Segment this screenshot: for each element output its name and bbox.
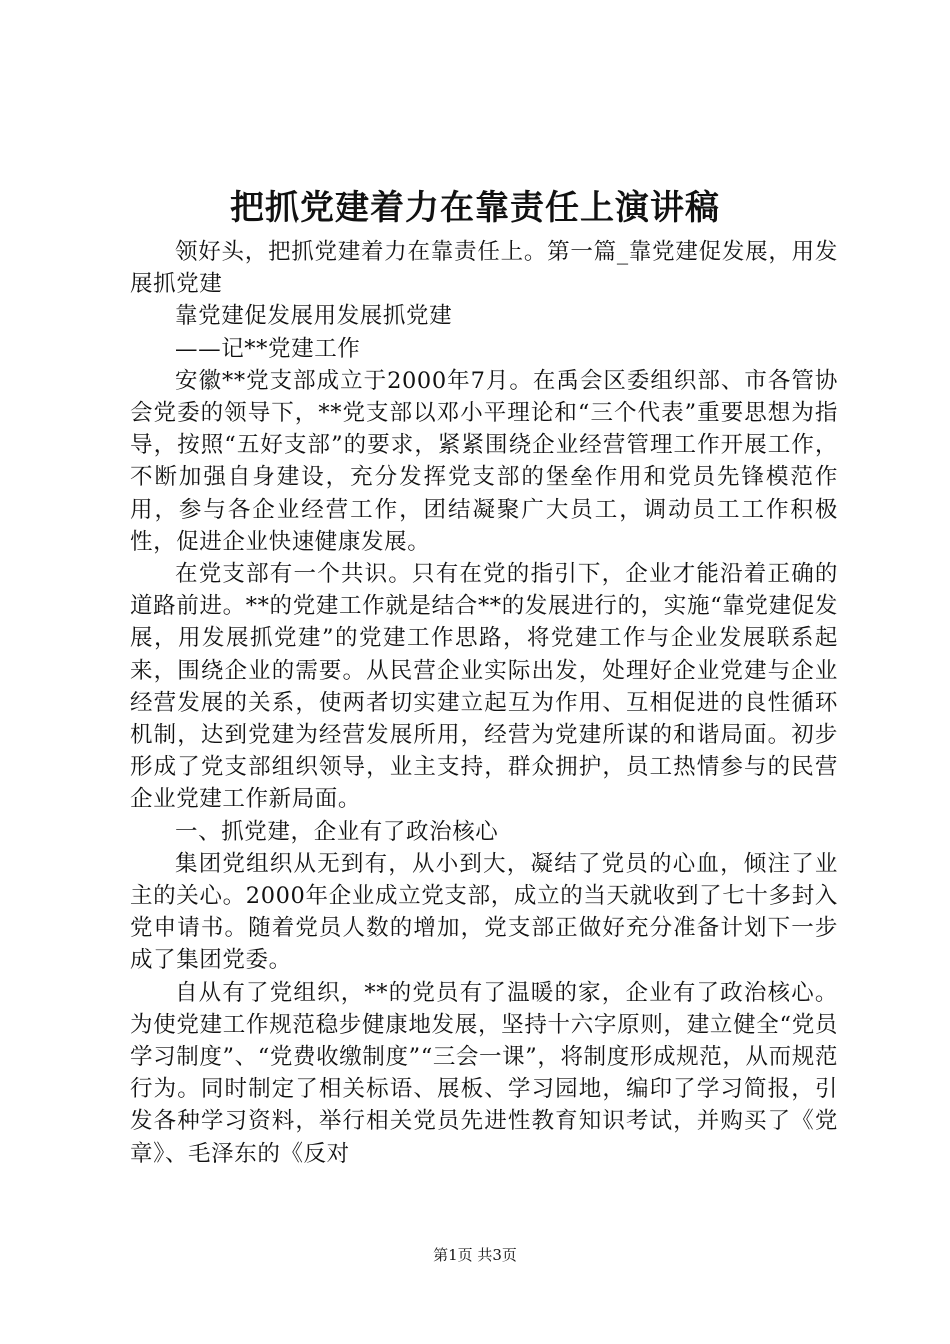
paragraph: 集团党组织从无到有，从小到大，凝结了党员的心血，倾注了业主的关心。2000年企业成立党支部，成立的当天就收到了七十多封入党申请书。随着党员人数的增加，党支部正做好充分准备计划下一步成了集团党委。: [130, 850, 838, 974]
document-title: 把抓党建着力在靠责任上演讲稿: [230, 188, 720, 228]
page-footer: 第1页 共3页: [433, 1246, 517, 1264]
paragraph-byline: ——记**党建工作: [175, 335, 361, 362]
document-body: [130, 236, 838, 1170]
paragraph: 在党支部有一个共识。只有在党的指引下，企业才能沿着正确的道路前进。**的党建工作就是结合**的发展进行的，实施“靠党建促发展，用发展抓党建”的党建工作思路，将党建工作与企业发展联系起来，围绕企业的需要。从民营企业实际出发，处理好企业党建与企业经营发展的关系，使两者切实建立起互为作用、互相促进的良性循环机制，达到党建为经营发展所用，经营为党建所谋的和谐局面。初步形成了党支部组织领导，业主支持，群众拥护，员工热情参与的民营企业党建工作新局面。: [130, 561, 838, 813]
paragraph-intro: 领好头，把抓党建着力在靠责任上。第一篇_靠党建促发展，用发展抓党建: [130, 239, 838, 298]
section-heading: 一、抓党建，企业有了政治核心: [175, 818, 499, 845]
paragraph: 自从有了党组织，**的党员有了温暖的家，企业有了政治核心。为使党建工作规范稳步健康地发展，坚持十六字原则，建立健全“党员学习制度”、“党费收缴制度”“三会一课”，将制度形成规范，从而规范行为。同时制定了相关标语、展板、学习园地，编印了学习简报，引发各种学习资料，举行相关党员先进性教育知识考试，并购买了《党章》、毛泽东的《反对: [130, 979, 838, 1167]
paragraph: 安徽**党支部成立于2000年7月。在禹会区委组织部、市各管协会党委的领导下，**党支部以邓小平理论和“三个代表”重要思想为指导，按照“五好支部”的要求，紧紧围绕企业经营管理工作开展工作，不断加强自身建设，充分发挥党支部的堡垒作用和党员先锋模范作用，参与各企业经营工作，团结凝聚广大员工，调动员工工作积极性，促进企业快速健康发展。: [130, 367, 838, 555]
paragraph-subtitle: 靠党建促发展用发展抓党建: [175, 303, 453, 330]
